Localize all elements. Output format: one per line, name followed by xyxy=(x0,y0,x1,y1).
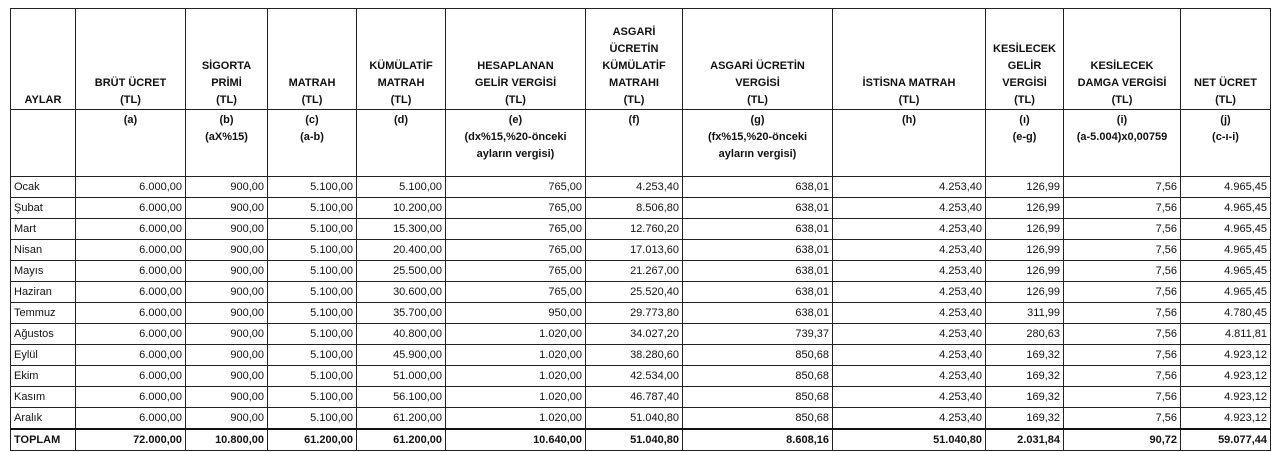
formula-cell xyxy=(357,110,446,177)
value-cell: 1.020,00 xyxy=(446,366,586,387)
column-formula: (aX%15) xyxy=(205,131,248,143)
value-cell: 126,99 xyxy=(986,261,1064,282)
header-unit: (TL) xyxy=(120,94,141,106)
header-unit: (TL) xyxy=(623,94,645,106)
value-cell: 7,56 xyxy=(1064,261,1181,282)
table-row xyxy=(11,324,1271,345)
header-title: ASGARİ ÜCRETİN VERGİSİ xyxy=(710,60,805,89)
value-cell: 6.000,00 xyxy=(76,366,186,387)
value-cell: 4.253,40 xyxy=(833,387,986,408)
value-cell: 900,00 xyxy=(186,324,268,345)
value-cell: 850,68 xyxy=(683,387,833,408)
value-cell: 4.965,45 xyxy=(1181,261,1271,282)
value-cell: 4.253,40 xyxy=(833,198,986,219)
month-cell: Aralık xyxy=(11,408,76,430)
value-cell: 638,01 xyxy=(683,303,833,324)
column-code: (j) xyxy=(1220,114,1231,126)
header-cell xyxy=(1064,9,1181,110)
header-unit: (TL) xyxy=(216,94,237,106)
value-cell: 51.040,80 xyxy=(586,408,683,430)
value-cell: 765,00 xyxy=(446,261,586,282)
column-formula: (fx%15,%20-önceki ayların vergisi) xyxy=(707,131,808,160)
value-cell: 61.200,00 xyxy=(268,429,357,451)
table-row xyxy=(11,177,1271,198)
value-cell: 900,00 xyxy=(186,345,268,366)
header-cell xyxy=(1181,9,1271,110)
value-cell: 638,01 xyxy=(683,261,833,282)
header-title: HESAPLANAN GELİR VERGİSİ xyxy=(474,60,557,89)
value-cell: 6.000,00 xyxy=(76,345,186,366)
value-cell: 739,37 xyxy=(683,324,833,345)
month-cell: Ekim xyxy=(11,366,76,387)
column-formula: (a-b) xyxy=(300,131,324,143)
value-cell: 1.020,00 xyxy=(446,324,586,345)
header-cell xyxy=(357,9,446,110)
month-cell: Kasım xyxy=(11,387,76,408)
header-title: ASGARİ ÜCRETİN KÜMÜLATİF MATRAHI xyxy=(602,26,666,89)
header-title: KESİLECEK DAMGA VERGİSİ xyxy=(1077,60,1167,89)
column-code: (g) xyxy=(750,114,765,126)
header-unit: (TL) xyxy=(390,94,412,106)
value-cell: 1.020,00 xyxy=(446,387,586,408)
value-cell: 7,56 xyxy=(1064,219,1181,240)
value-cell: 5.100,00 xyxy=(268,177,357,198)
month-cell: TOPLAM xyxy=(11,429,76,451)
value-cell: 25.500,00 xyxy=(357,261,446,282)
value-cell: 12.760,20 xyxy=(586,219,683,240)
value-cell: 900,00 xyxy=(186,366,268,387)
value-cell: 59.077,44 xyxy=(1181,429,1271,451)
formula-cell xyxy=(186,110,268,177)
value-cell: 5.100,00 xyxy=(268,219,357,240)
value-cell: 4.253,40 xyxy=(833,177,986,198)
value-cell: 638,01 xyxy=(683,177,833,198)
value-cell: 8.506,80 xyxy=(586,198,683,219)
header-cell xyxy=(986,9,1064,110)
value-cell: 4.780,45 xyxy=(1181,303,1271,324)
value-cell: 5.100,00 xyxy=(268,387,357,408)
value-cell: 126,99 xyxy=(986,219,1064,240)
value-cell: 10.640,00 xyxy=(446,429,586,451)
header-title: BRÜT ÜCRET xyxy=(94,77,167,89)
value-cell: 6.000,00 xyxy=(76,177,186,198)
value-cell: 7,56 xyxy=(1064,177,1181,198)
value-cell: 4.965,45 xyxy=(1181,177,1271,198)
header-title: KESİLECEK GELİR VERGİSİ xyxy=(993,43,1056,89)
value-cell: 4.253,40 xyxy=(833,240,986,261)
table-row xyxy=(11,408,1271,430)
value-cell: 6.000,00 xyxy=(76,324,186,345)
value-cell: 638,01 xyxy=(683,240,833,261)
value-cell: 900,00 xyxy=(186,240,268,261)
value-cell: 900,00 xyxy=(186,177,268,198)
value-cell: 5.100,00 xyxy=(268,282,357,303)
value-cell: 7,56 xyxy=(1064,366,1181,387)
value-cell: 6.000,00 xyxy=(76,219,186,240)
value-cell: 7,56 xyxy=(1064,240,1181,261)
formula-cell xyxy=(76,110,186,177)
header-cell xyxy=(833,9,986,110)
value-cell: 1.020,00 xyxy=(446,408,586,430)
value-cell: 7,56 xyxy=(1064,324,1181,345)
value-cell: 8.608,16 xyxy=(683,429,833,451)
column-formula: (e-g) xyxy=(1012,131,1037,143)
column-code: (f) xyxy=(628,114,640,126)
value-cell: 126,99 xyxy=(986,198,1064,219)
month-cell: Mart xyxy=(11,219,76,240)
value-cell: 7,56 xyxy=(1064,303,1181,324)
value-cell: 126,99 xyxy=(986,240,1064,261)
value-cell: 950,00 xyxy=(446,303,586,324)
header-unit: (TL) xyxy=(898,94,920,106)
column-code: (c) xyxy=(305,114,319,126)
value-cell: 4.965,45 xyxy=(1181,219,1271,240)
value-cell: 61.200,00 xyxy=(357,429,446,451)
column-code: (b) xyxy=(219,114,234,126)
header-cell xyxy=(76,9,186,110)
value-cell: 6.000,00 xyxy=(76,387,186,408)
value-cell: 850,68 xyxy=(683,366,833,387)
header-cell xyxy=(186,9,268,110)
header-cell xyxy=(268,9,357,110)
column-code: (e) xyxy=(508,114,523,126)
value-cell: 15.300,00 xyxy=(357,219,446,240)
header-cell xyxy=(586,9,683,110)
value-cell: 6.000,00 xyxy=(76,282,186,303)
value-cell: 280,63 xyxy=(986,324,1064,345)
value-cell: 56.100,00 xyxy=(357,387,446,408)
header-cell xyxy=(446,9,586,110)
value-cell: 5.100,00 xyxy=(268,345,357,366)
value-cell: 311,99 xyxy=(986,303,1064,324)
value-cell: 900,00 xyxy=(186,282,268,303)
total-row xyxy=(11,429,1271,451)
value-cell: 6.000,00 xyxy=(76,408,186,430)
value-cell: 42.534,00 xyxy=(586,366,683,387)
table-row xyxy=(11,387,1271,408)
value-cell: 45.900,00 xyxy=(357,345,446,366)
month-cell: Eylül xyxy=(11,345,76,366)
value-cell: 765,00 xyxy=(446,177,586,198)
value-cell: 90,72 xyxy=(1064,429,1181,451)
table-row xyxy=(11,240,1271,261)
header-unit: (TL) xyxy=(505,94,526,106)
value-cell: 20.400,00 xyxy=(357,240,446,261)
month-cell: Temmuz xyxy=(11,303,76,324)
value-cell: 5.100,00 xyxy=(268,366,357,387)
value-cell: 7,56 xyxy=(1064,282,1181,303)
formula-cell xyxy=(986,110,1064,177)
value-cell: 7,56 xyxy=(1064,345,1181,366)
value-cell: 6.000,00 xyxy=(76,198,186,219)
month-cell: Mayıs xyxy=(11,261,76,282)
formula-cell xyxy=(11,110,76,177)
value-cell: 169,32 xyxy=(986,366,1064,387)
value-cell: 850,68 xyxy=(683,408,833,430)
value-cell: 169,32 xyxy=(986,345,1064,366)
header-unit: (TL) xyxy=(1014,94,1035,106)
value-cell: 10.200,00 xyxy=(357,198,446,219)
value-cell: 7,56 xyxy=(1064,408,1181,430)
column-code: (ı) xyxy=(1019,114,1030,126)
value-cell: 169,32 xyxy=(986,387,1064,408)
formula-cell xyxy=(833,110,986,177)
value-cell: 61.200,00 xyxy=(357,408,446,430)
value-cell: 900,00 xyxy=(186,261,268,282)
value-cell: 38.280,60 xyxy=(586,345,683,366)
value-cell: 4.253,40 xyxy=(833,345,986,366)
value-cell: 6.000,00 xyxy=(76,240,186,261)
value-cell: 765,00 xyxy=(446,282,586,303)
value-cell: 900,00 xyxy=(186,387,268,408)
value-cell: 51.040,80 xyxy=(586,429,683,451)
header-title: NET ÜCRET xyxy=(1194,77,1257,89)
column-code: (h) xyxy=(901,114,917,126)
table-body xyxy=(11,177,1271,451)
header-row xyxy=(11,9,1271,110)
value-cell: 7,56 xyxy=(1064,387,1181,408)
value-cell: 4.965,45 xyxy=(1181,198,1271,219)
value-cell: 6.000,00 xyxy=(76,303,186,324)
column-formula: (a-5.004)x0,00759 xyxy=(1076,131,1168,143)
value-cell: 4.253,40 xyxy=(833,219,986,240)
value-cell: 4.965,45 xyxy=(1181,282,1271,303)
header-unit: (TL) xyxy=(301,94,323,106)
value-cell: 34.027,20 xyxy=(586,324,683,345)
value-cell: 4.253,40 xyxy=(833,261,986,282)
header-unit: (TL) xyxy=(747,94,768,106)
formula-cell xyxy=(268,110,357,177)
value-cell: 17.013,60 xyxy=(586,240,683,261)
value-cell: 51.040,80 xyxy=(833,429,986,451)
month-cell: Şubat xyxy=(11,198,76,219)
value-cell: 29.773,80 xyxy=(586,303,683,324)
header-title: KÜMÜLATİF MATRAH xyxy=(369,60,433,89)
month-cell: Haziran xyxy=(11,282,76,303)
month-cell: Ocak xyxy=(11,177,76,198)
table-row xyxy=(11,303,1271,324)
value-cell: 5.100,00 xyxy=(268,324,357,345)
column-formula: (c-ı-i) xyxy=(1212,131,1239,143)
header-title: MATRAH xyxy=(288,77,336,89)
value-cell: 1.020,00 xyxy=(446,345,586,366)
value-cell: 765,00 xyxy=(446,240,586,261)
header-cell xyxy=(11,9,76,110)
header-unit: (TL) xyxy=(1111,94,1133,106)
value-cell: 5.100,00 xyxy=(268,303,357,324)
table-row xyxy=(11,366,1271,387)
value-cell: 30.600,00 xyxy=(357,282,446,303)
value-cell: 4.811,81 xyxy=(1181,324,1271,345)
value-cell: 638,01 xyxy=(683,282,833,303)
value-cell: 900,00 xyxy=(186,219,268,240)
column-code: (i) xyxy=(1116,114,1128,126)
value-cell: 4.923,12 xyxy=(1181,366,1271,387)
formula-cell xyxy=(446,110,586,177)
formula-cell xyxy=(1181,110,1271,177)
value-cell: 46.787,40 xyxy=(586,387,683,408)
value-cell: 4.923,12 xyxy=(1181,345,1271,366)
value-cell: 900,00 xyxy=(186,408,268,430)
value-cell: 765,00 xyxy=(446,219,586,240)
value-cell: 72.000,00 xyxy=(76,429,186,451)
column-code: (a) xyxy=(123,114,138,126)
value-cell: 5.100,00 xyxy=(268,261,357,282)
value-cell: 4.253,40 xyxy=(833,366,986,387)
value-cell: 35.700,00 xyxy=(357,303,446,324)
value-cell: 51.000,00 xyxy=(357,366,446,387)
value-cell: 5.100,00 xyxy=(268,408,357,430)
column-formula: (dx%15,%20-önceki ayların vergisi) xyxy=(464,131,567,160)
column-code: (d) xyxy=(393,114,409,126)
table-row xyxy=(11,261,1271,282)
value-cell: 25.520,40 xyxy=(586,282,683,303)
value-cell: 850,68 xyxy=(683,345,833,366)
header-cell xyxy=(683,9,833,110)
table-row xyxy=(11,198,1271,219)
value-cell: 4.965,45 xyxy=(1181,240,1271,261)
value-cell: 900,00 xyxy=(186,303,268,324)
value-cell: 4.253,40 xyxy=(586,177,683,198)
value-cell: 4.253,40 xyxy=(833,408,986,430)
value-cell: 126,99 xyxy=(986,282,1064,303)
payroll-table xyxy=(10,8,1271,451)
formula-cell xyxy=(586,110,683,177)
value-cell: 765,00 xyxy=(446,198,586,219)
table-row xyxy=(11,219,1271,240)
value-cell: 4.923,12 xyxy=(1181,387,1271,408)
formula-row xyxy=(11,110,1271,177)
value-cell: 169,32 xyxy=(986,408,1064,430)
value-cell: 10.800,00 xyxy=(186,429,268,451)
formula-cell xyxy=(683,110,833,177)
value-cell: 900,00 xyxy=(186,198,268,219)
formula-cell xyxy=(1064,110,1181,177)
value-cell: 6.000,00 xyxy=(76,261,186,282)
value-cell: 5.100,00 xyxy=(268,240,357,261)
table-row xyxy=(11,282,1271,303)
month-cell: Ağustos xyxy=(11,324,76,345)
value-cell: 4.253,40 xyxy=(833,282,986,303)
header-title: SİGORTA PRİMİ xyxy=(201,60,252,89)
value-cell: 4.253,40 xyxy=(833,324,986,345)
header-unit: (TL) xyxy=(1215,94,1236,106)
value-cell: 126,99 xyxy=(986,177,1064,198)
value-cell: 2.031,84 xyxy=(986,429,1064,451)
value-cell: 40.800,00 xyxy=(357,324,446,345)
value-cell: 21.267,00 xyxy=(586,261,683,282)
table-row xyxy=(11,345,1271,366)
value-cell: 4.253,40 xyxy=(833,303,986,324)
value-cell: 4.923,12 xyxy=(1181,408,1271,430)
month-cell: Nisan xyxy=(11,240,76,261)
value-cell: 5.100,00 xyxy=(357,177,446,198)
header-title: AYLAR xyxy=(24,94,62,106)
value-cell: 638,01 xyxy=(683,198,833,219)
value-cell: 5.100,00 xyxy=(268,198,357,219)
value-cell: 638,01 xyxy=(683,219,833,240)
header-title: İSTİSNA MATRAH xyxy=(862,77,956,89)
value-cell: 7,56 xyxy=(1064,198,1181,219)
